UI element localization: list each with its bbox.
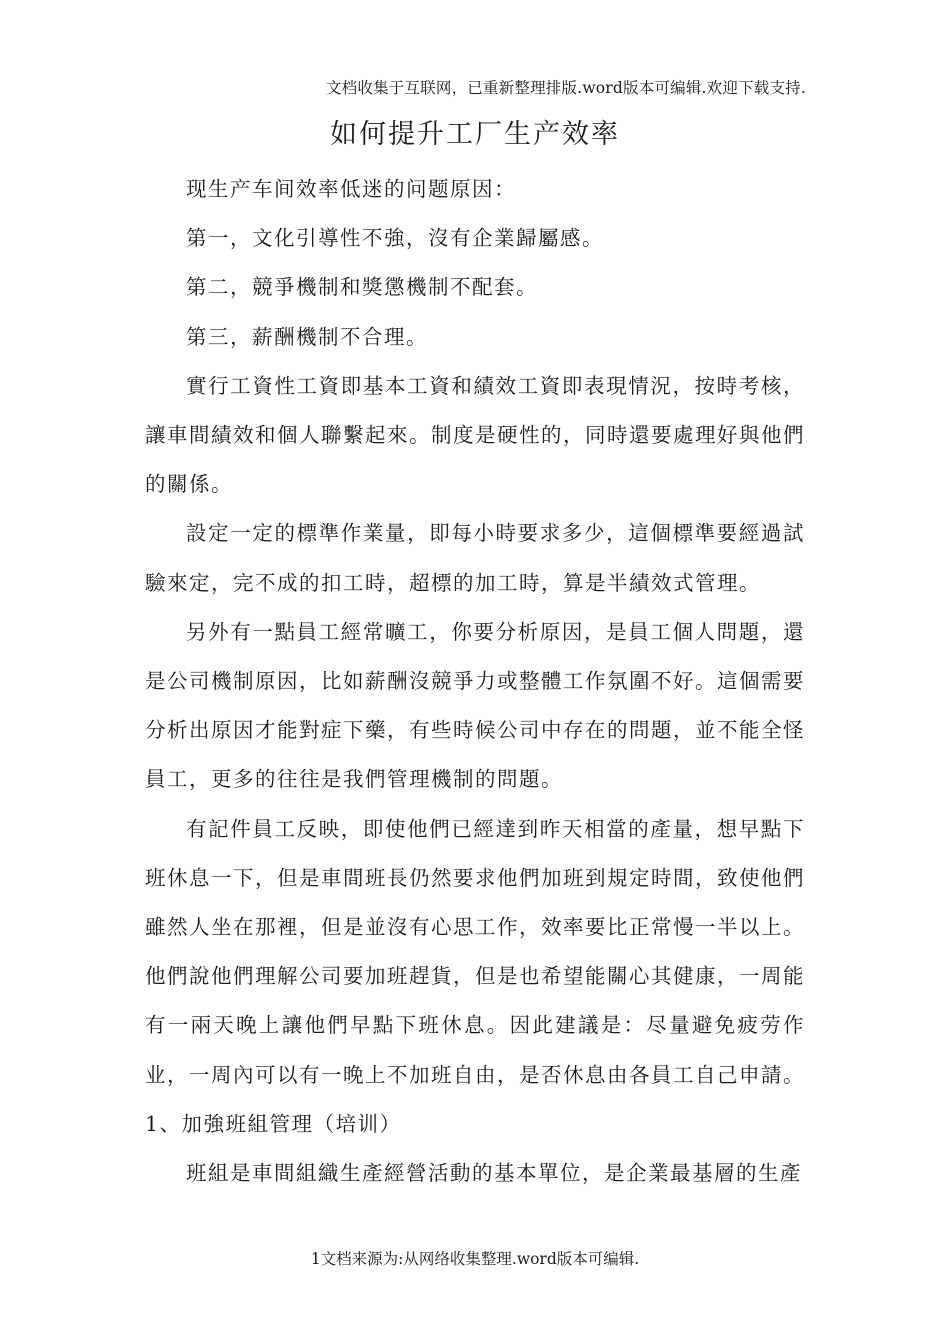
paragraph-standard-workload: 設定一定的標準作業量，即每小時要求多少，這個標準要經過試驗來定，完不成的扣工時，超標的加工時，算是半績效式管理。 <box>145 521 805 595</box>
document-title: 如何提升工厂生产效率 <box>330 119 620 150</box>
page-footer: 1文档来源为:从网络收集整理.word版本可编辑. <box>310 1250 640 1268</box>
paragraph-overtime-feedback: 有記件員工反映，即使他們已經達到昨天相當的產量，想早點下班休息一下，但是車間班長仍然要求他們加班到規定時間，致使他們雖然人坐在那裡，但是並沒有心思工作，效率要比正常慢一半以上。他們說他們理解公司要加班趕貨，但是也希望能關心其健康，一周能有一兩天晚上讓他們早點下班休息。因此建議是：尽量避免疲劳作业，一周內可以有一晚上不加班自由，是否休息由各員工自己申請。 <box>145 816 805 1087</box>
document-body <box>145 165 805 1198</box>
paragraph-salary: 實行工資性工資即基本工資和績效工資即表現情況，按時考核，讓車間績效和個人聯繫起來。制度是硬性的，同時還要處理好與他們的關係。 <box>145 373 805 497</box>
paragraph-problem-intro: 现生产车间效率低迷的问题原因： <box>186 177 516 201</box>
paragraph-reason-3: 第三，薪酬機制不合理。 <box>186 324 428 349</box>
paragraph-team-definition: 班組是車間組織生產經營活動的基本單位，是企業最基層的生產 <box>186 1161 802 1186</box>
page-header: 文档收集于互联网，已重新整理排版.word版本可编辑.欢迎下载支持. <box>325 79 806 97</box>
paragraph-absenteeism: 另外有一點員工經常曠工，你要分析原因，是員工個人問題，還是公司機制原因，比如薪酬沒競爭力或整體工作氛圍不好。這個需要分析出原因才能對症下藥，有些時候公司中存在的問題，並不能全怪員工，更多的往往是我們管理機制的問題。 <box>145 619 805 792</box>
section-heading-team-management: 1、加強班組管理（培训） <box>145 1111 402 1136</box>
paragraph-reason-1: 第一，文化引導性不強，沒有企業歸屬感。 <box>186 226 604 251</box>
paragraph-reason-2: 第二，競爭機制和獎懲機制不配套。 <box>186 275 538 300</box>
